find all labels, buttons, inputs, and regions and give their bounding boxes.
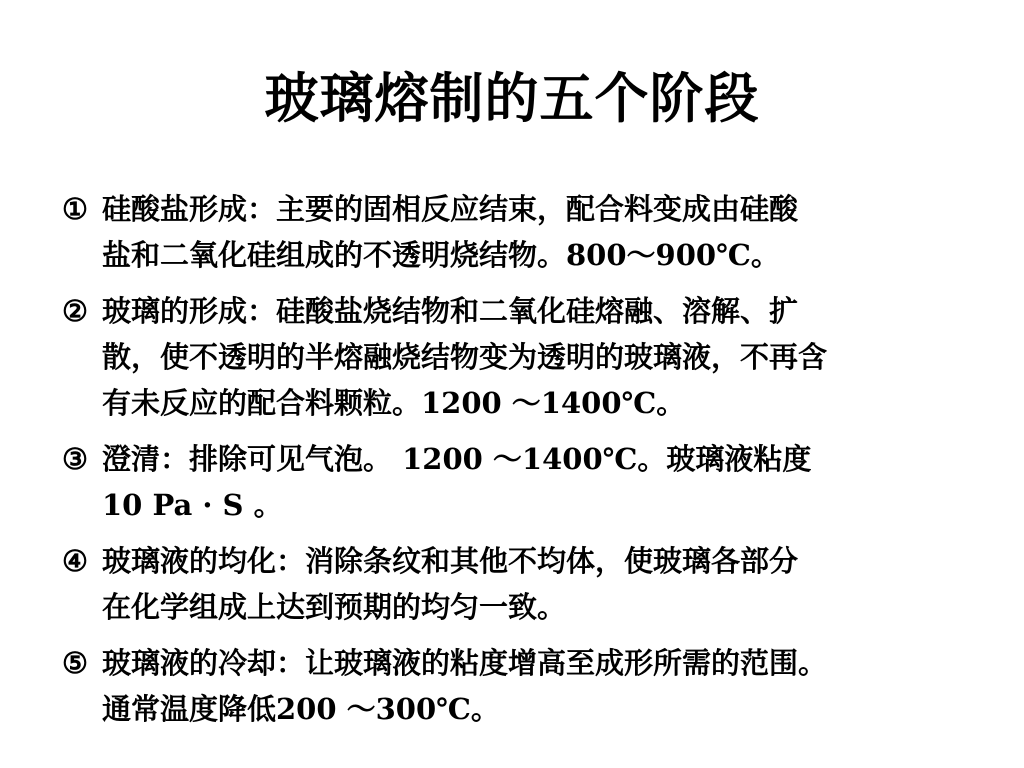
slide-title: 玻璃熔制的五个阶段	[264, 66, 760, 130]
list-item	[62, 640, 982, 732]
list-item	[62, 288, 982, 426]
item-text-line: 澄清：排除可见气泡。 1200 ～1400℃。玻璃液粘度	[102, 442, 812, 476]
list-item	[62, 186, 982, 278]
list-item	[62, 538, 982, 630]
item-text-line: 玻璃液的均化：消除条纹和其他不均体，使玻璃各部分	[102, 544, 799, 578]
item-text-line: 玻璃液的冷却：让玻璃液的粘度增高至成形所需的范围。	[102, 646, 828, 680]
item-number: ①	[62, 192, 88, 226]
item-text-line: 有未反应的配合料颗粒。1200 ～1400℃。	[102, 386, 686, 420]
item-text-line: 通常温度降低200 ～300℃。	[102, 692, 500, 726]
item-text-line: 10 Pa · S 。	[102, 488, 283, 522]
item-number: ②	[62, 294, 88, 328]
list-item	[62, 436, 982, 528]
item-number: ④	[62, 544, 88, 578]
stage-list	[62, 186, 982, 742]
item-number: ⑤	[62, 646, 88, 680]
item-text-line: 玻璃的形成：硅酸盐烧结物和二氧化硅熔融、溶解、扩	[102, 294, 799, 328]
item-text-line: 散，使不透明的半熔融烧结物变为透明的玻璃液，不再含	[102, 340, 828, 374]
item-text-line: 盐和二氧化硅组成的不透明烧结物。800～900℃。	[102, 238, 780, 272]
item-text-line: 在化学组成上达到预期的均匀一致。	[102, 590, 567, 624]
item-text-line: 硅酸盐形成：主要的固相反应结束，配合料变成由硅酸	[102, 192, 799, 226]
item-number: ③	[62, 442, 88, 476]
